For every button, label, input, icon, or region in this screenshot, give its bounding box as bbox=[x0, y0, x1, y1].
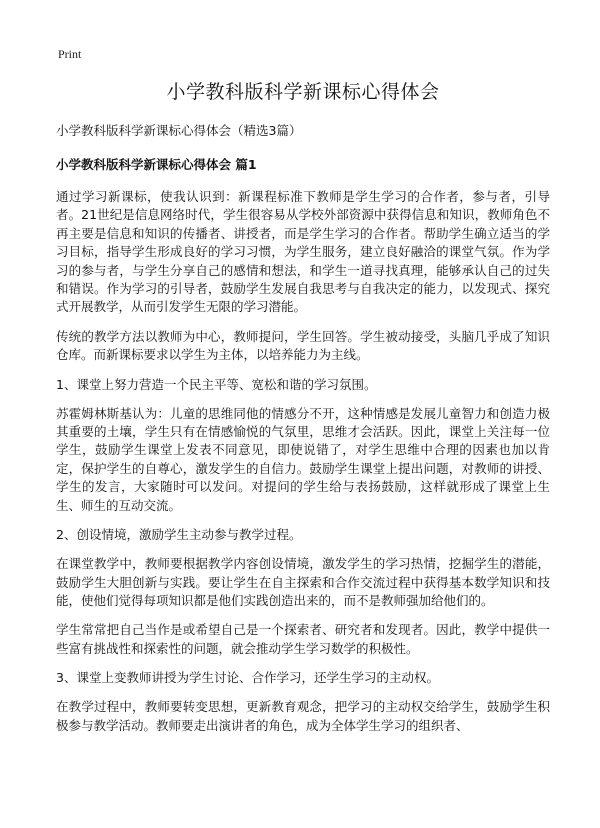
paragraph: 在教学过程中，教师要转变思想，更新教育观念，把学习的主动权交给学生，鼓励学生积极参与教学活动。教师要走出演讲者的角色，成为全体学生学习的组织者、 bbox=[56, 699, 550, 733]
numbered-point: 3、课堂上变教师讲授为学生讨论、合作学习，还学生学习的主动权。 bbox=[56, 670, 439, 686]
paragraph: 苏霍姆林斯基认为：儿童的思维同他的情感分不开，这种情感是发展儿童智力和创造力极其重要的土壤，学生只有在情感愉悦的气氛里，思维才会活跃。因此，课堂上关注每一位学生，鼓励学生课堂上发表不同意见，即使说错了，对学生思维中合理的因素也加以肯定，保护学生的自尊心，激发学生的自信力。鼓励学生课堂上提出问题，对教师的讲授、学生的发言，大家随时可以发问。对提问的学生给与表扬鼓励，这样就形成了课堂上生生、师生的互动交流。 bbox=[56, 405, 550, 513]
document-body bbox=[56, 80, 550, 746]
paragraph: 传统的教学方法以教师为中心，教师提问，学生回答。学生被动接受，头脑几乎成了知识仓库。而新课标要求以学生为主体，以培养能力为主线。 bbox=[56, 328, 550, 363]
paragraph: 在课堂教学中，教师要根据教学内容创设情境，激发学生的学习热情，挖掘学生的潜能，鼓励学生大胆创新与实践。要让学生在自主探索和合作交流过程中获得基本数学知识和技能，使他们觉得每项知识都是他们实践创造出来的，而不是教师强加给他们的。 bbox=[56, 556, 550, 608]
section-heading: 小学教科版科学新课标心得体会 篇1 bbox=[56, 157, 257, 172]
numbered-point: 1、课堂上努力营造一个民主平等、宽松和谐的学习氛围。 bbox=[56, 376, 377, 392]
print-link[interactable]: Print bbox=[58, 47, 82, 61]
numbered-point: 2、创设情境，激励学生主动参与教学过程。 bbox=[56, 527, 302, 543]
document-subtitle: 小学教科版科学新课标心得体会（精选3篇） bbox=[56, 123, 302, 138]
page-title: 小学教科版科学新课标心得体会 bbox=[166, 81, 440, 103]
paragraph: 学生常常把自己当作是或希望自己是一个探索者、研究者和发现者。因此，教学中提供一些富有挑战性和探索性的问题，就会推动学生学习数学的积极性。 bbox=[56, 622, 550, 656]
paragraph: 通过学习新课标，使我认识到：新课程标准下教师是学生学习的合作者，参与者，引导者。21世纪是信息网络时代，学生很容易从学校外部资源中获得信息和知识，教师角色不再主要是信息和知识的传播者、讲授者，而是学生学习的合作者。帮助学生确立适当的学习目标，指导学生形成良好的学习习惯，为学生服务，建立良好融洽的课堂气氛。作为学习的参与者，与学生分享自己的感情和想法，和学生一道寻找真理，能够承认自己的过失和错误。作为学习的引导者，鼓励学生发展自我思考与自我决定的能力，以发现式、探究式开展教学，从而引发学生无限的学习潜能。 bbox=[56, 189, 550, 315]
